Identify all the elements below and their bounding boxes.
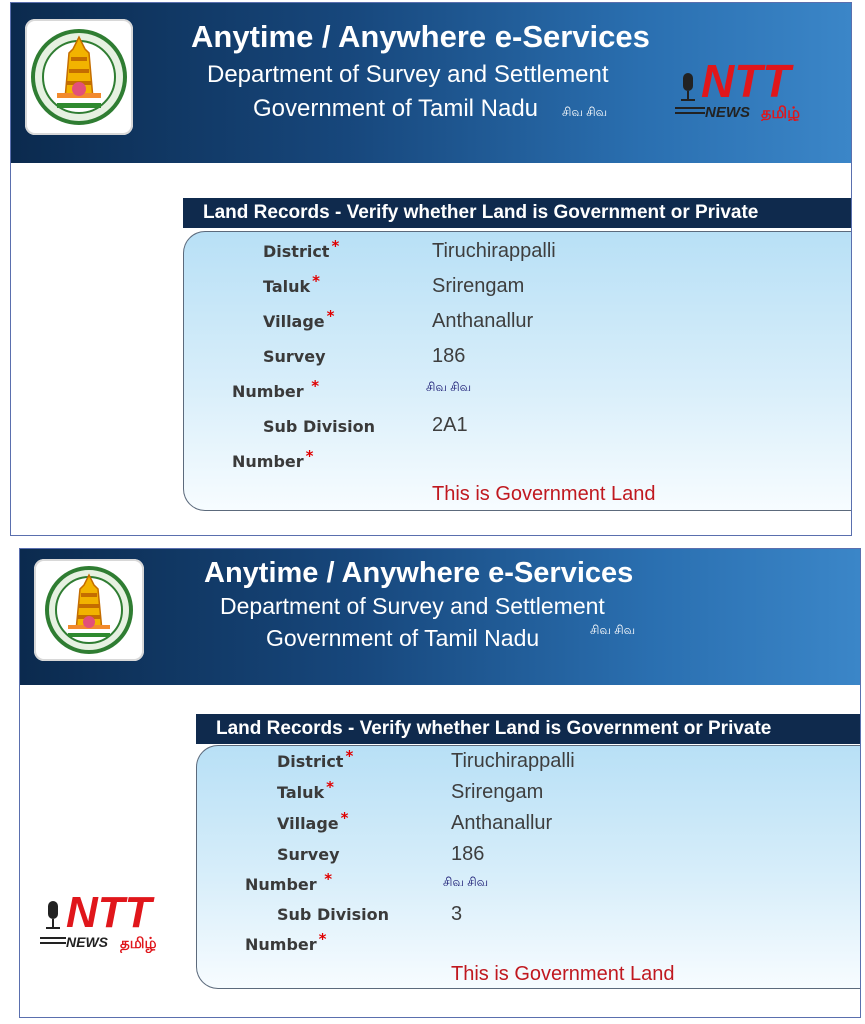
- subdivision-number-label: Number *: [232, 447, 314, 471]
- land-record-panel-2: [19, 548, 861, 1018]
- survey-note: சிவ சிவ: [426, 380, 472, 394]
- subdivision-value: 2A1: [432, 414, 468, 436]
- survey-value: 186: [451, 843, 485, 865]
- taluk-label: Taluk *: [277, 778, 335, 802]
- svg-text:NEWS: NEWS: [66, 934, 108, 950]
- microphone-icon: [46, 901, 60, 929]
- svg-text:NTT: NTT: [66, 888, 152, 937]
- department-name: Department of Survey and Settlement: [220, 593, 605, 619]
- survey-label: Survey: [263, 347, 326, 366]
- tamil-nadu-emblem-icon: [25, 19, 133, 135]
- microphone-icon: [681, 73, 695, 101]
- result-message: This is Government Land: [432, 483, 656, 505]
- village-value: Anthanallur: [432, 310, 534, 332]
- section-title: Land Records - Verify whether Land is Government or Private: [196, 714, 861, 744]
- district-label: District *: [263, 237, 340, 261]
- land-record-panel-1: [10, 2, 852, 536]
- district-value: Tiruchirappalli: [451, 750, 575, 772]
- department-name: Department of Survey and Settlement: [207, 61, 609, 88]
- survey-note: சிவ சிவ: [443, 875, 489, 889]
- svg-text:NTT: NTT: [701, 55, 791, 107]
- village-value: Anthanallur: [451, 812, 553, 834]
- tamil-note: சிவ சிவ: [562, 105, 608, 119]
- ntt-news-tamil-logo: [661, 51, 821, 121]
- header-banner: [20, 549, 860, 685]
- survey-number-label: Number *: [232, 377, 320, 401]
- taluk-value: Srirengam: [451, 781, 544, 803]
- taluk-value: Srirengam: [432, 275, 525, 297]
- survey-label: Survey: [277, 845, 340, 864]
- tamil-note: சிவ சிவ: [590, 623, 636, 637]
- subdivision-label: Sub Division: [277, 905, 390, 924]
- district-label: District *: [277, 747, 354, 771]
- svg-text:தமிழ்: தமிழ்: [761, 103, 801, 121]
- result-message: This is Government Land: [451, 963, 675, 985]
- taluk-label: Taluk *: [263, 272, 321, 296]
- tamil-nadu-emblem-icon: [34, 559, 144, 661]
- village-label: Village *: [277, 809, 349, 833]
- record-details-box: [196, 745, 861, 989]
- svg-text:NEWS: NEWS: [705, 104, 750, 121]
- village-label: Village *: [263, 307, 335, 331]
- svg-text:தமிழ்: தமிழ்: [120, 934, 157, 952]
- subdivision-label: Sub Division: [263, 417, 376, 436]
- survey-value: 186: [432, 345, 466, 367]
- subdivision-number-label: Number *: [245, 930, 327, 954]
- survey-number-label: Number *: [245, 870, 333, 894]
- government-name: Government of Tamil Nadu: [266, 625, 540, 651]
- header-banner: [11, 3, 851, 163]
- district-value: Tiruchirappalli: [432, 240, 556, 262]
- service-title: Anytime / Anywhere e-Services: [191, 19, 650, 54]
- subdivision-value: 3: [451, 903, 463, 925]
- service-title: Anytime / Anywhere e-Services: [204, 557, 634, 589]
- government-name: Government of Tamil Nadu: [253, 95, 539, 122]
- ntt-news-tamil-logo: [36, 883, 186, 953]
- record-details-box: [183, 231, 851, 511]
- section-title: Land Records - Verify whether Land is Government or Private: [183, 198, 851, 228]
